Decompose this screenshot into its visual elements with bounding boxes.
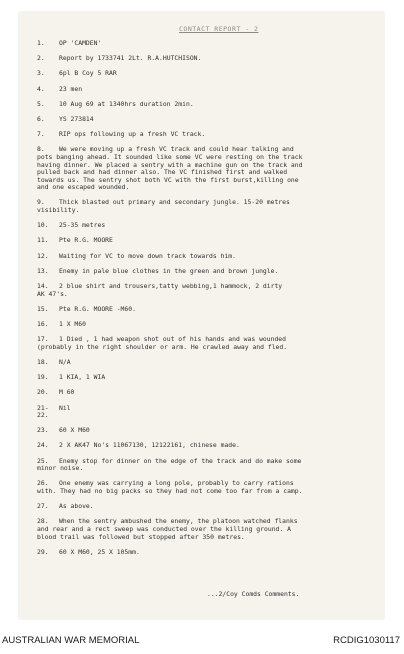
entry-line: 60 X M60 [59, 426, 90, 435]
entry-text [59, 321, 375, 329]
entry-line: As above. [59, 502, 94, 511]
report-entries [37, 40, 375, 564]
entry-text [37, 198, 375, 215]
entry-line: 2 X AK47 No's 11067130, 12122161, chinese made. [59, 441, 240, 450]
entry-number: 24. [37, 441, 49, 450]
entry-text [59, 359, 375, 367]
entry-line: OP 'CAMDEN' [59, 39, 102, 47]
entry-number: 18. [37, 357, 49, 366]
entry-line: Enemy in pale blue clothes in the green and brown jungle. [59, 266, 279, 275]
entry-line: 60 X M60, 25 X 105mm. [59, 547, 140, 556]
report-entry [37, 116, 375, 124]
report-entry [37, 283, 375, 298]
entry-line: Waiting for VC to move down track towards him. [59, 251, 236, 260]
report-entry [37, 306, 375, 314]
entry-text [59, 101, 375, 109]
entry-line: 2 blue shirt and trousers,tatty webbing,1 hammock, 2 dirty [59, 282, 283, 290]
report-entry [37, 442, 375, 450]
entry-number: 13. [37, 266, 49, 275]
report-entry [37, 389, 375, 397]
entry-line: with. They had no big packs so they had not come too far from a camp. [37, 487, 303, 496]
entry-number: 25. [37, 456, 49, 465]
entry-number: 17. [37, 335, 49, 344]
entry-text [59, 503, 375, 511]
document-title: CONTACT REPORT - 2 [179, 25, 259, 33]
entry-text [59, 222, 375, 230]
entry-line: (probably in the right shoulder or arm. He crawled away and fled. [37, 342, 288, 351]
entry-number: 26. [37, 479, 49, 488]
entry-line: pots banging ahead. It sounded like some VC were resting on the track [37, 152, 303, 161]
entry-number: 7. [37, 130, 45, 139]
entry-number: 3. [37, 69, 45, 78]
entry-text [59, 374, 375, 382]
report-entry [37, 374, 375, 382]
entry-line: minor noise. [37, 464, 84, 473]
entry-number: 19. [37, 373, 49, 382]
entry-number: 27. [37, 502, 49, 511]
report-entry [37, 55, 375, 63]
entry-number: 5. [37, 99, 45, 108]
entry-text [59, 549, 375, 557]
entry-line: YS 273814 [59, 114, 94, 123]
entry-number: 11. [37, 236, 49, 245]
entry-text [59, 116, 375, 124]
report-entry [37, 480, 375, 495]
entry-line: We were moving up a fresh VC track and could hear talking and [59, 145, 294, 154]
entry-line: N/A [59, 357, 71, 366]
entry-line: 1 X M60 [59, 319, 86, 328]
entry-line: 23 men [59, 84, 83, 93]
report-entry [37, 146, 375, 192]
report-entry [37, 518, 375, 541]
entry-number: 8. [37, 145, 45, 154]
footer-institution: AUSTRALIAN WAR MEMORIAL [2, 635, 140, 646]
entry-line: visibility. [37, 206, 80, 215]
entry-line: When the sentry ambushed the enemy, the platoon watched flanks [59, 517, 298, 526]
entry-text [59, 268, 375, 276]
report-entry [37, 549, 375, 557]
report-entry [37, 268, 375, 276]
entry-line: and rear and a rect sweep was conducted over the killing ground. A [37, 525, 291, 533]
entry-number: 1. [37, 39, 45, 47]
entry-text [59, 40, 375, 48]
entry-number: 9. [37, 198, 45, 207]
entry-text [59, 405, 375, 420]
entry-line: 1 KIA, 1 WIA [59, 373, 106, 382]
entry-line: RIP ops following up a fresh VC track. [59, 130, 206, 139]
entry-text [59, 442, 375, 450]
entry-line: One enemy was carrying a long pole, probably to carry rations [59, 479, 294, 488]
entry-line: 6pl B Coy 5 RAR [59, 69, 117, 78]
entry-text [59, 389, 375, 397]
entry-line: pulled back and had dinner also. The VC finished first and walked [37, 168, 288, 177]
report-entry [37, 458, 375, 473]
report-entry [37, 70, 375, 78]
entry-line: blood trail was followed but stopped after 350 metres. [37, 532, 245, 541]
report-entry [37, 321, 375, 329]
entry-text [59, 86, 375, 94]
entry-line: and one escaped wounded. [37, 183, 130, 192]
entry-line: 10 Aug 69 at 1340hrs duration 2min. [59, 99, 194, 108]
entry-text [59, 70, 375, 78]
entry-number: 12. [37, 251, 49, 260]
entry-text [59, 131, 375, 139]
report-entry [37, 101, 375, 109]
footer-record-id: RCDIG1030117 [333, 635, 400, 646]
archive-footer [0, 632, 404, 650]
report-entry [37, 237, 375, 245]
document-page [19, 12, 384, 619]
report-entry [37, 336, 375, 351]
entry-text [59, 237, 375, 245]
entry-number: 10. [37, 221, 49, 230]
entry-number: 23. [37, 426, 49, 435]
entry-number: 2. [37, 54, 45, 63]
report-entry [37, 405, 375, 420]
report-entry [37, 427, 375, 435]
entry-number: 15. [37, 304, 49, 313]
entry-line: 25-35 metres [59, 221, 106, 230]
entry-line: Pte R.G. MOORE [59, 236, 113, 245]
entry-line: AK 47's. [37, 289, 68, 298]
entry-line: Pte R.G. MOORE -M60. [59, 304, 136, 313]
report-entry [37, 40, 375, 48]
entry-number: 4. [37, 84, 45, 93]
entry-line: having dinner. We placed a sentry with a machine gun on the track and [37, 160, 303, 169]
entry-text [59, 306, 375, 314]
entry-line: Report by 1733741 2Lt. R.A.HUTCHISON. [59, 54, 202, 63]
entry-text [37, 145, 375, 192]
entry-number: 6. [37, 114, 45, 123]
entry-number: 29. [37, 547, 49, 556]
report-entry [37, 503, 375, 511]
entry-text [59, 253, 375, 261]
entry-line: Thick blasted out primary and secondary jungle. 15-20 metres [59, 198, 290, 207]
entry-line: Nil [59, 403, 71, 412]
entry-number: 21-22. [37, 403, 49, 420]
closing-note: ...2/Coy Comds Comments. [207, 590, 300, 598]
entry-number: 16. [37, 319, 49, 328]
entry-number: 14. [37, 282, 49, 290]
report-entry [37, 86, 375, 94]
entry-text [59, 55, 375, 63]
entry-line: 1 Died , 1 had weapon shot out of his hands and was wounded [59, 335, 287, 344]
report-entry [37, 131, 375, 139]
entry-line: Enemy stop for dinner on the edge of the track and do make some [59, 456, 302, 465]
entry-line: towards us. The sentry shot both VC with the first burst,killing one [37, 175, 299, 184]
entry-number: 20. [37, 388, 49, 397]
entry-text [59, 427, 375, 435]
report-entry [37, 359, 375, 367]
report-entry [37, 199, 375, 214]
entry-number: 28. [37, 517, 49, 526]
report-entry [37, 253, 375, 261]
report-entry [37, 222, 375, 230]
entry-line: M 60 [59, 388, 75, 397]
